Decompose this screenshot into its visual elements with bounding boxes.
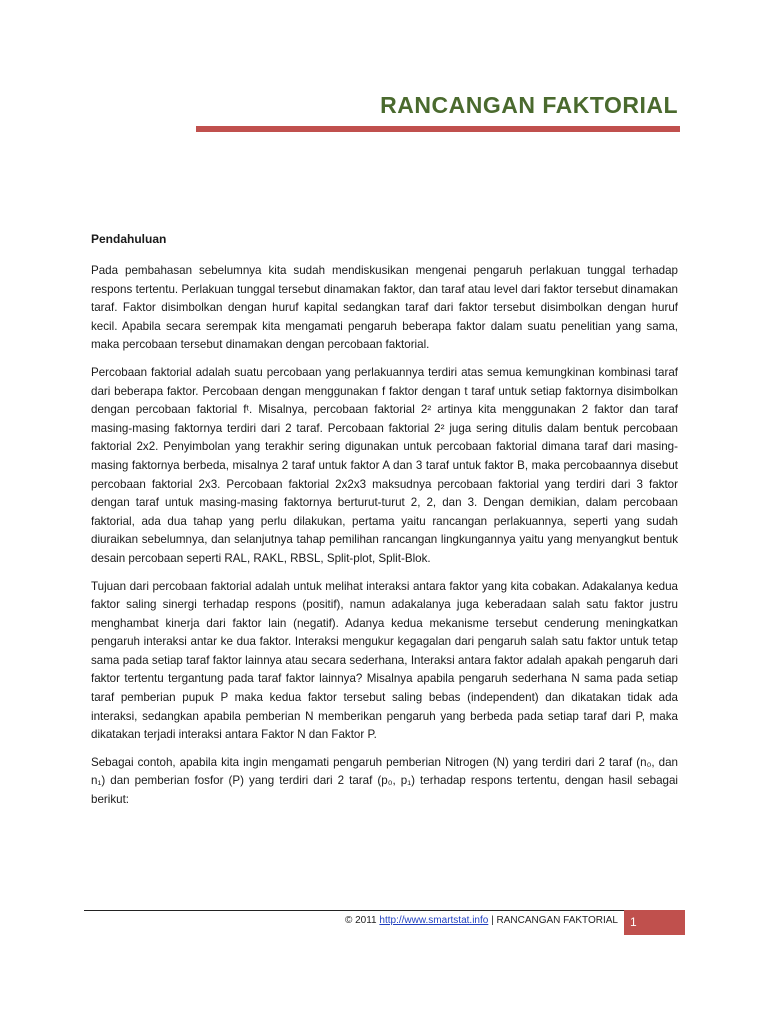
paragraph: Pada pembahasan sebelumnya kita sudah mendiskusikan mengenai pengaruh perlakuan tunggal terhadap respons tertentu. Perlakuan tunggal tersebut dinamakan faktor, dan taraf atau level dari faktor tersebut dinamakan taraf. Faktor disimbolkan dengan huruf kapital sedangkan taraf dari faktor tersebut disimbolkan dengan huruf kecil. Apabila secara serempak kita mengamati pengaruh beberapa faktor dalam suatu penelitian yang sama, maka percobaan tersebut dinamakan dengan percobaan faktorial. bbox=[91, 264, 678, 352]
footer-link[interactable]: http://www.smartstat.info bbox=[379, 915, 489, 926]
paragraph: Percobaan faktorial adalah suatu percobaan yang perlakuannya terdiri atas semua kemungkinan kombinasi taraf dari beberapa faktor. Percobaan dengan menggunakan f faktor dengan t taraf untuk setiap faktornya disimbolkan dengan percobaan faktorial fᵗ. Misalnya, percobaan faktorial 2² artinya kita menggunakan 2 faktor dan taraf masing-masing faktornya terdiri dari 2 taraf. Percobaan faktorial 2² juga sering ditulis dalam bentuk percobaan faktorial 2x2. Penyimbolan yang terakhir sering digunakan untuk percobaan faktorial dimana taraf dari masing-masing faktornya berbeda, misalnya 2 taraf untuk faktor A dan 3 taraf untuk faktor B, maka percobaannya disebut percobaan faktorial 2x3. Percobaan faktorial 2x2x3 maksudnya percobaan faktorial yang terdiri dari 3 faktor dengan taraf untuk masing-masing faktornya berturut-turut 2, 2, dan 3. Dengan demikian, dalam percobaan faktorial, ada dua tahap yang perlu dilakukan, pertama yaitu rancangan perlakuannya, seperti yang sudah diuraikan sebelumnya, dan selanjutnya tahap pemilihan rancangan lingkungannya yaitu yang menyangkut bentuk desain percobaan seperti RAL, RAKL, RBSL, Split-plot, Split-Blok. bbox=[91, 365, 678, 565]
section-heading: Pendahuluan bbox=[91, 232, 167, 246]
page-footer bbox=[345, 915, 618, 926]
page-number: 1 bbox=[624, 910, 685, 935]
footer-doc-title: | RANCANGAN FAKTORIAL bbox=[488, 915, 618, 926]
footer-divider bbox=[84, 910, 624, 911]
title-underline bbox=[196, 126, 680, 132]
paragraph: Sebagai contoh, apabila kita ingin mengamati pengaruh pemberian Nitrogen (N) yang terdiri dari 2 taraf (n₀, dan n₁) dan pemberian fosfor (P) yang terdiri dari 2 taraf (p₀, p₁) terhadap respons tertentu, dengan hasil sebagai berikut: bbox=[91, 755, 678, 807]
document-body bbox=[91, 262, 678, 819]
page-title: RANCANGAN FAKTORIAL bbox=[380, 92, 678, 118]
paragraph: Tujuan dari percobaan faktorial adalah untuk melihat interaksi antara faktor yang kita cobakan. Adakalanya kedua faktor saling sinergi terhadap respons (positif), namun adakalanya juga keberadaan salah satu faktor justru menghambat kinerja dari faktor lain (negatif). Adanya kedua mekanisme tersebut cenderung meningkatkan pengaruh interaksi antar ke dua faktor. Interaksi mengukur kegagalan dari pengaruh salah satu faktor untuk tetap sama pada setiap taraf faktor lainnya atau secara sederhana, Interaksi antara faktor adalah apakah pengaruh dari faktor tertentu tergantung pada taraf faktor lainnya? Misalnya apabila pengaruh sederhana N sama pada setiap taraf pemberian pupuk P maka kedua faktor tersebut saling bebas (independent) dan dikatakan tidak ada interaksi, sedangkan apabila pemberian N memberikan pengaruh yang berbeda pada setiap taraf dari P, maka dikatakan terjadi interaksi antara Faktor N dan Faktor P. bbox=[91, 579, 678, 742]
footer-copyright: © 2011 bbox=[344, 915, 380, 926]
